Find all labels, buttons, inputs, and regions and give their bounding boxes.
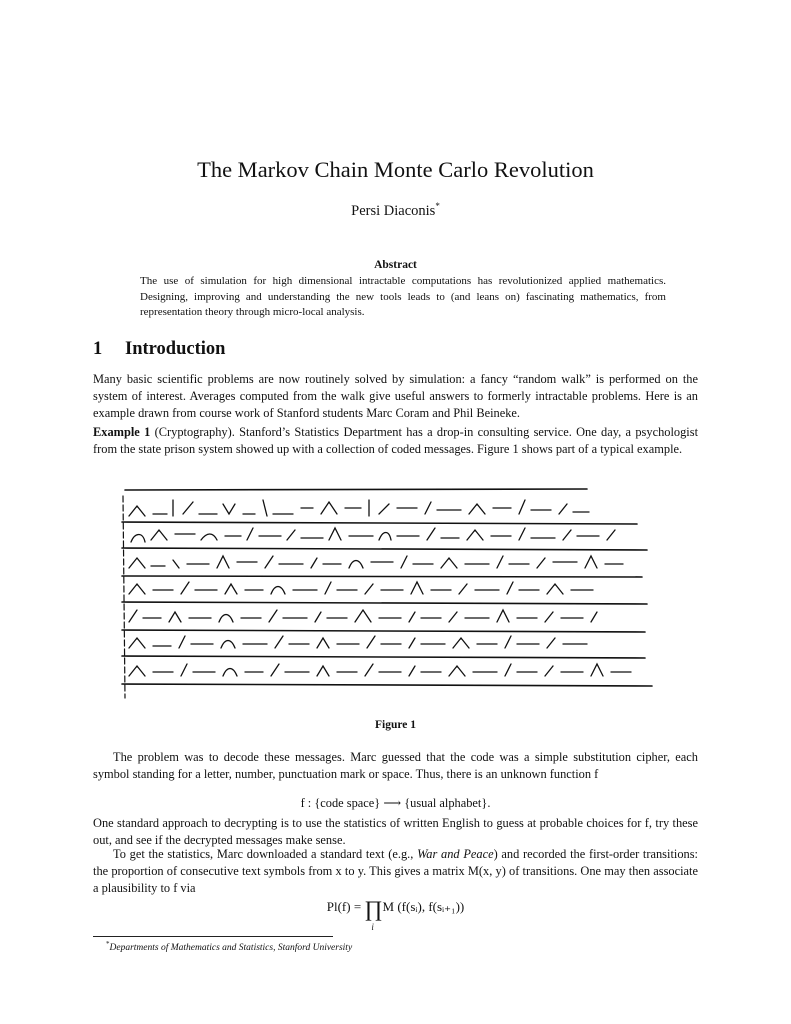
paragraph-statistics: [93, 846, 698, 897]
section-title: Introduction: [125, 339, 226, 359]
footnote-text: Departments of Mathematics and Statistics, Stanford University: [109, 943, 353, 954]
coded-message-figure: [117, 486, 692, 701]
example-text: Stanford’s Statistics Department has a drop-in consulting service. One day, a psychologist from the state prison system showed up with a collection of coded messages. Figure 1 shows part of a typical example.: [93, 425, 699, 456]
abstract-text: The use of simulation for high dimensional intractable computations has revolutionized applied mathematics. Designing, improving and understanding the new tools leads to (and leans on) fascinating mathematics, from representation theory through micro-local analysis.: [140, 275, 666, 318]
paragraph-problem: The problem was to decode these messages. Marc guessed that the code was a simple substitution cipher, each symbol standing for a letter, number, punctuation mark or space. Thus, there is an unknown function f: [93, 750, 698, 781]
product-symbol: ∏ i: [364, 896, 383, 932]
example-title: (Cryptography).: [150, 425, 235, 439]
author-footnote-mark: *: [435, 201, 440, 211]
figure-caption: Figure 1: [375, 719, 416, 731]
author-name: Persi Diaconis: [351, 202, 436, 219]
stats-text-b: ) and recorded the first-order transitions: the proportion of consecutive text symbols from x to y. This gives a matrix M(x, y) of transitions. One may then associate a plausibility to f via: [93, 847, 698, 895]
paragraph-intro: Many basic scientific problems are now routinely solved by simulation: a fancy “random walk” is performed on the system of interest. Averages computed from the walk give useful answers to formerly intractable problems. Here is an example drawn from course work of Stanford students Marc Coram and Phil Beineke.: [93, 372, 698, 420]
footnote: [106, 940, 352, 953]
footnote-rule: [93, 936, 333, 937]
example-label: Example 1: [93, 425, 151, 439]
book-title: War and Peace: [417, 847, 494, 861]
equation-plausibility: [0, 896, 791, 932]
equation-lhs: Pl(f) =: [326, 899, 365, 914]
paragraph-approach: One standard approach to decrypting is to use the statistics of written English to guess at probable choices for f, try these out, and see if the decrypted messages make sense.: [93, 816, 698, 847]
stats-text-a: To get the statistics, Marc downloaded a standard text (e.g.,: [113, 847, 418, 861]
paper-title: The Markov Chain Monte Carlo Revolution: [197, 157, 594, 182]
product-index: i: [371, 922, 374, 932]
author-line: [0, 201, 791, 220]
section-heading: [93, 339, 225, 360]
paragraph-example: [93, 424, 698, 458]
footnote-mark: *: [106, 940, 110, 948]
abstract-heading: Abstract: [374, 259, 417, 271]
section-number: 1: [93, 339, 103, 359]
equation-cipher-function: f : {code space} ⟶ {usual alphabet}.: [300, 796, 491, 810]
equation-rhs: M (f(sᵢ), f(sᵢ₊₁)): [382, 899, 465, 914]
